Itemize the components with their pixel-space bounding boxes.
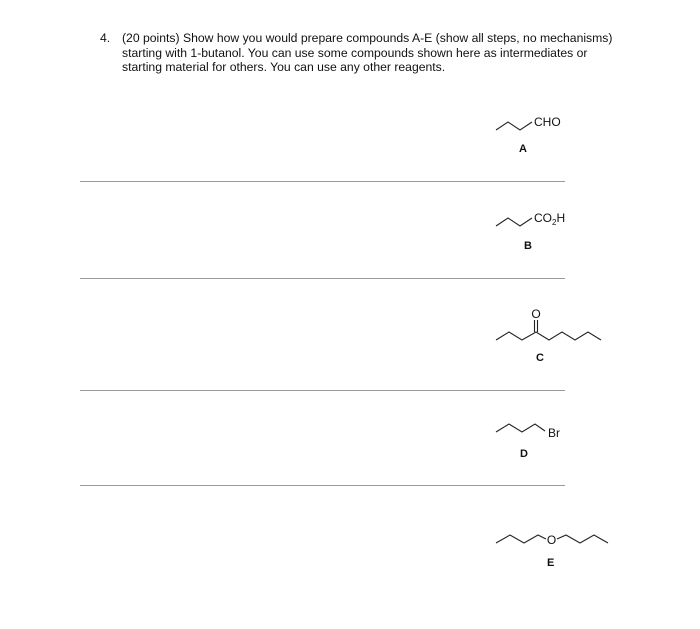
compound-e-label: E bbox=[547, 557, 555, 569]
compound-d-group: Br bbox=[548, 426, 560, 440]
compound-b-chain bbox=[496, 218, 532, 226]
divider-2 bbox=[80, 278, 565, 279]
compound-d-label: D bbox=[520, 448, 528, 460]
question-text: (20 points) Show how you would prepare compounds A-E (show all steps, no mechanisms) starting with 1-butanol. You can use some compounds shown here as intermediates or starting material for others. You can use any other reagents. bbox=[122, 31, 613, 74]
compound-d-structure bbox=[490, 418, 580, 448]
compound-b-group-main: CO bbox=[534, 211, 552, 225]
compound-a-chain bbox=[496, 122, 532, 130]
compound-e-right-chain bbox=[557, 535, 608, 543]
compound-c-chain bbox=[496, 332, 601, 340]
compound-b-group-end: H bbox=[556, 211, 566, 225]
compound-b-structure bbox=[490, 205, 590, 235]
compound-b-label: B bbox=[524, 240, 532, 252]
compound-a-group: CHO bbox=[534, 115, 561, 129]
divider-1 bbox=[80, 181, 565, 182]
question-number: 4. bbox=[100, 31, 111, 45]
compound-c-label: C bbox=[536, 352, 544, 364]
compound-a-structure bbox=[490, 110, 580, 140]
compound-c-structure bbox=[490, 308, 610, 348]
divider-3 bbox=[80, 390, 565, 391]
compound-b-group bbox=[534, 211, 565, 227]
compound-a-label: A bbox=[519, 143, 527, 155]
compound-c-oxygen: O bbox=[531, 307, 541, 321]
compound-e-structure bbox=[490, 525, 620, 555]
compound-e-left-chain bbox=[496, 535, 546, 543]
divider-4 bbox=[80, 485, 565, 486]
compound-e-oxygen: O bbox=[546, 533, 557, 547]
compound-b-group-sub: 2 bbox=[552, 218, 557, 227]
compound-d-chain bbox=[496, 424, 545, 432]
